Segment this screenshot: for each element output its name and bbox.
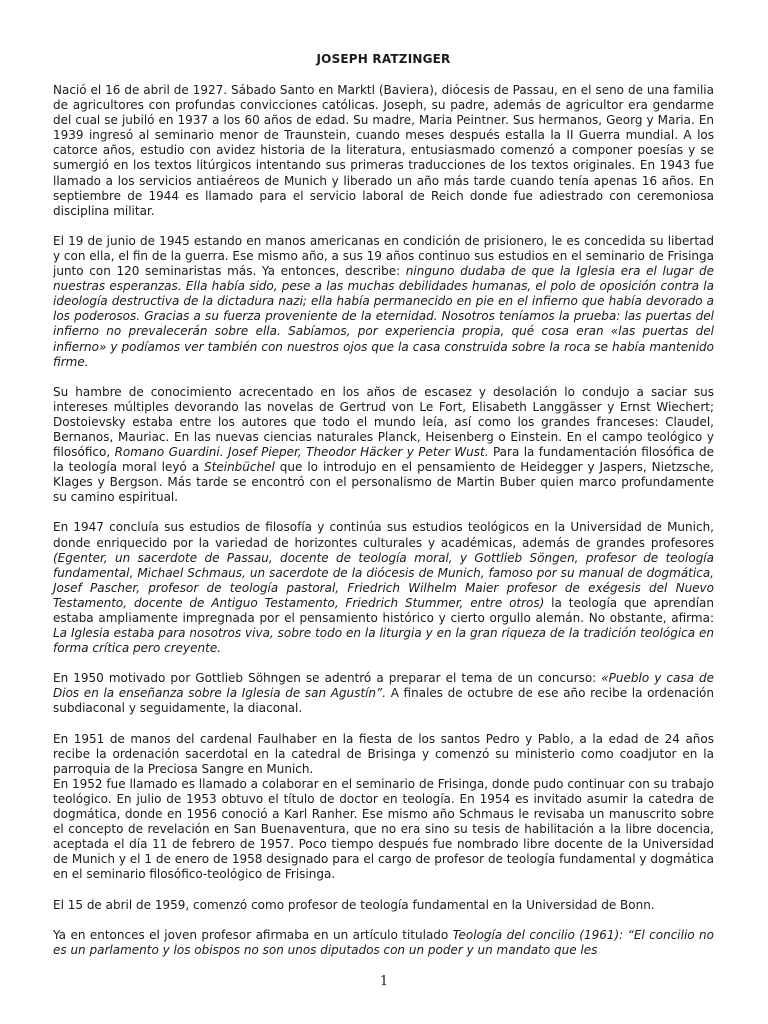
paragraph bbox=[53, 385, 714, 506]
document-title: JOSEPH RATZINGER bbox=[316, 52, 451, 66]
paragraph bbox=[53, 234, 714, 370]
text-segment: El 15 de abril de 1959, comenzó como profesor de teología fundamental en la Universidad de Bonn. bbox=[53, 897, 655, 912]
paragraph bbox=[53, 898, 714, 913]
text-segment: Ya en entonces el joven profesor afirmaba en un artículo titulado bbox=[53, 927, 453, 942]
text-segment: Nació el 16 de abril de 1927. Sábado Santo en Marktl (Baviera), diócesis de Passau, en el seno de una familia de agricultores con profundas convicciones católicas. Joseph, su padre, además de agricultor era gendarme del cual se jubiló en 1937 a los 60 años de edad. Su madre, Maria Peintner. Sus hermanos, Georg y Maria. En 1939 ingresó al seminario menor de Traunstein, cuando meses después estalla la II Guerra mundial. A los catorce años, estudio con avidez historia de la literatura, entusiasmado comenzó a componer poesías y se sumergió en los textos litúrgicos intentando sus primeras traducciones de los textos originales. En 1943 fue llamado a los servicios antiaéreos de Munich y liberado un año más tarde cuando tenía apenas 16 años. En septiembre de 1944 es llamado para el servicio laboral de Reich donde fue adiestrado con ceremoniosa disciplina militar. bbox=[53, 83, 714, 218]
italic-text-segment: «Pueblo y casa de Dios en la enseñanza sobre la Iglesia de san Agustín”. bbox=[53, 671, 714, 701]
italic-text-segment: ninguno dudaba de que la Iglesia era el lugar de nuestras esperanzas. Ella había sido, pese a las muchas debilidades humanas, el polo de oposición contra la ideología destructiva de la dictadura nazi; ella había permanecido en pie en el infierno que había devorado a los poderosos. Gracias a su fuerza proveniente de la eternidad. Nosotros teníamos la prueba: las puertas del infierno no prevalecerán sobre ella. Sabíamos, por experiencia propia, qué cosa eran «las puertas del infierno» y podíamos ver también con nuestros ojos que la casa construida sobre la roca se había mantenido firme. bbox=[53, 264, 714, 369]
text-segment: En 1947 concluía sus estudios de filosofía y continúa sus estudios teológicos en la Universidad de Munich, donde enriquecido por la variedad de horizontes culturales y académicas, además de grandes profesores bbox=[53, 520, 714, 550]
text-segment: El 19 de junio de 1945 estando en manos americanas en condición de prisionero, le es concedida su libertad y con ella, el fin de la guerra. Ese mismo año, a sus 19 años continuo sus estudios en el seminario de Frisinga junto con 120 seminaristas más. Ya entonces, describe: bbox=[53, 233, 714, 279]
italic-text-segment: (Egenter, un sacerdote de Passau, docente de teología moral, y Gottlieb Söngen, profesor de teología fundamental, Michael Schmaus, un sacerdote de la diócesis de Munich, famoso por su manual de dogmática, Josef Pascher, profesor de teología pastoral, Friedrich Wilhelm Maier profesor de exégesis del Nuevo Testamento, docente de Antiguo Testamento, Friedrich Stummer, entre otros) bbox=[53, 550, 714, 610]
text-segment: Su hambre de conocimiento acrecentado en los años de escasez y desolación lo condujo a saciar sus intereses múltiples devorando las novelas de Gertrud von Le Fort, Elisabeth Langgässer y Ernst Wiechert; Dostoievsky estaba entre los autores que todo el mundo leía, así como los grandes franceses: Claudel, Bernanos, Mauriac. En las nuevas ciencias naturales Planck, Heisenberg o Einstein. En el campo teológico y filosófico, bbox=[53, 384, 714, 460]
paragraph bbox=[53, 777, 714, 883]
italic-text-segment: Steinbüchel bbox=[204, 460, 275, 475]
text-segment: la teología que aprendían estaba ampliamente impregnada por el pensamiento histórico y cierto orgullo alemán. No obstante, afirma: bbox=[53, 595, 715, 625]
text-segment: En 1951 de manos del cardenal Faulhaber en la fiesta de los santos Pedro y Pablo, a la edad de 24 años recibe la ordenación sacerdotal en la catedral de Brisinga y comenzó su ministerio como coadjutor en la parroquia de la Preciosa Sangre en Munich. bbox=[53, 731, 714, 776]
paragraph bbox=[53, 83, 714, 219]
italic-text-segment: Romano Guardini. Josef Pieper, Theodor Häcker y Peter Wust. bbox=[114, 445, 489, 460]
document-body bbox=[53, 83, 714, 958]
page-number: 1 bbox=[379, 974, 389, 989]
paragraph bbox=[53, 928, 714, 958]
italic-text-segment: Teología del concilio (1961): “El concilio no es un parlamento y los obispos no son unos diputados con un poder y un mandato que les bbox=[53, 927, 714, 957]
text-segment: En 1950 motivado por Gottlieb Söhngen se adentró a preparar el tema de un concurso: bbox=[53, 671, 602, 686]
text-segment: En 1952 fue llamado es llamado a colaborar en el seminario de Frisinga, donde pudo continuar con su trabajo teológico. En julio de 1953 obtuvo el título de doctor en teología. En 1954 es invitado asumir la catedra de dogmática, donde en 1956 conoció a Karl Ranher. Ese mismo año Schmaus le revisaba un manuscrito sobre el concepto de revelación en San Buenaventura, que no era sino su tesis de habilitación a la libre docencia, aceptada el día 11 de febrero de 1957. Poco tiempo después fue nombrado libre docente de la Universidad de Munich y el 1 de enero de 1958 designado para el cargo de profesor de teología fundamental y dogmática en el seminario filosófico-teológico de Frisinga. bbox=[53, 776, 714, 882]
italic-text-segment: La Iglesia estaba para nosotros viva, sobre todo en la liturgia y en la gran riqueza de la tradición teológica en forma crítica pero creyente. bbox=[53, 626, 714, 656]
paragraph bbox=[53, 671, 714, 716]
text-segment: Para la fundamentación filosófica de la teología moral leyó a bbox=[53, 445, 714, 475]
paragraph bbox=[53, 520, 714, 656]
paragraph bbox=[53, 732, 714, 777]
text-segment: que lo introdujo en el pensamiento de Heidegger y Jaspers, Nietzsche, Klages y Bergson. Más tarde se encontró con el personalismo de Martin Buber quien marco profundamente su camino espiritual. bbox=[53, 460, 714, 505]
document-page bbox=[53, 52, 714, 973]
text-segment: A finales de octubre de ese año recibe la ordenación subdiaconal y seguidamente, la diaconal. bbox=[53, 686, 714, 716]
